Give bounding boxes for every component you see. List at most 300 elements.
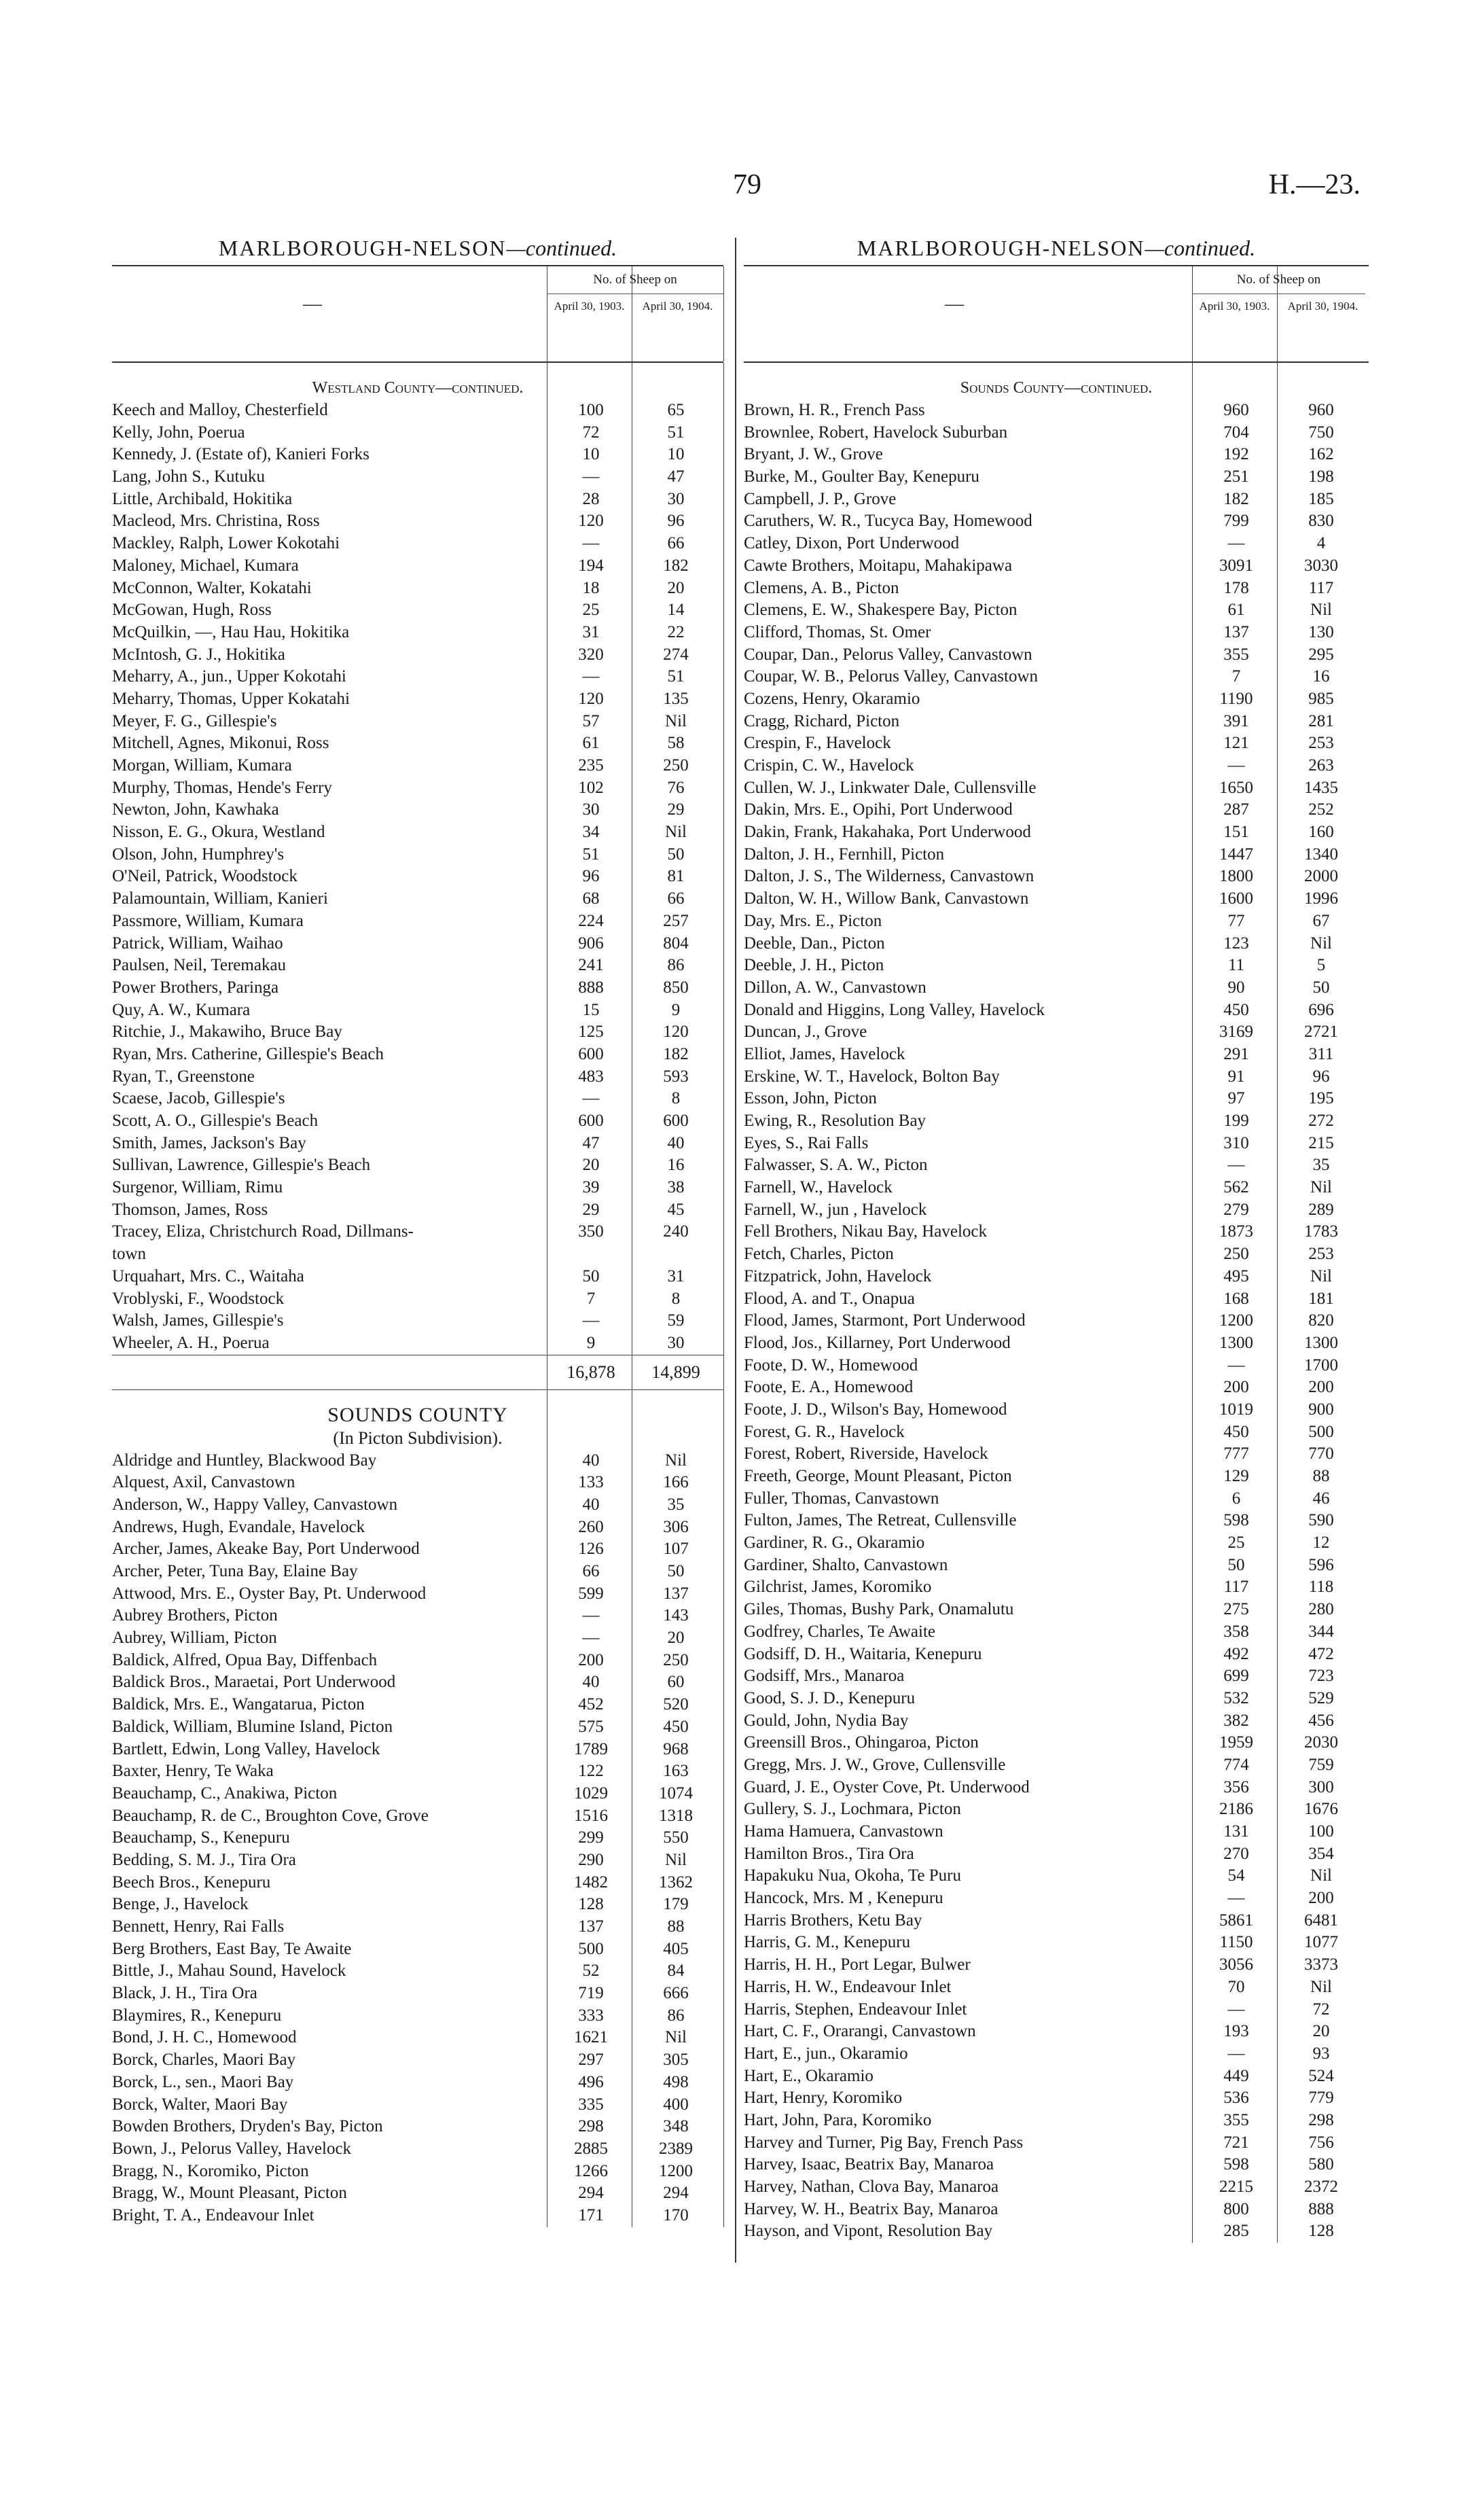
holder-name: Borck, Walter, Maori Bay	[112, 2095, 288, 2114]
sheep-1903: 294	[578, 2184, 604, 2203]
sheep-1904: 1074	[659, 1783, 693, 1803]
sheep-1903: 1789	[574, 1739, 608, 1758]
left-table-body	[112, 363, 723, 2227]
sheep-1904: 162	[1308, 445, 1334, 464]
sheep-1903: 3091	[1219, 556, 1253, 575]
sheep-1904: 16	[667, 1156, 685, 1175]
sheep-1903: 168	[1223, 1289, 1249, 1308]
sheep-1904: 344	[1308, 1622, 1334, 1641]
holder-name: Flood, A. and T., Onapua	[744, 1289, 915, 1308]
sheep-1904: 93	[1312, 2044, 1330, 2063]
holder-name: Kelly, John, Poerua	[112, 423, 245, 442]
table-row	[112, 999, 723, 1022]
holder-name: Forest, G. R., Havelock	[744, 1422, 905, 1441]
sheep-1904: 820	[1308, 1311, 1334, 1330]
sheep-1904: 252	[1308, 800, 1334, 819]
sheep-1903: 96	[582, 867, 600, 886]
sheep-1904: 14	[667, 601, 685, 620]
table-row	[744, 1555, 1369, 1577]
sheep-1904: 529	[1308, 1688, 1334, 1707]
table-row	[744, 821, 1369, 844]
sheep-1903: 54	[1227, 1866, 1245, 1885]
sheep-1903: 450	[1223, 1000, 1249, 1019]
holder-name: Guard, J. E., Oyster Cove, Pt. Underwood	[744, 1777, 1030, 1796]
table-row	[744, 1377, 1369, 1399]
holder-name: Sullivan, Lawrence, Gillespie's Beach	[112, 1156, 371, 1175]
table-row	[112, 1110, 723, 1133]
sheep-1903: 1482	[574, 1873, 608, 1892]
table-row	[112, 844, 723, 866]
table-row	[112, 1221, 723, 1243]
holder-name: Crispin, C. W., Havelock	[744, 756, 914, 775]
holder-name: Duncan, J., Grove	[744, 1023, 867, 1042]
holder-name: Esson, John, Picton	[744, 1089, 877, 1108]
holder-name: Archer, Peter, Tuna Bay, Elaine Bay	[112, 1562, 358, 1580]
holder-name: Hapakuku Nua, Okoha, Te Puru	[744, 1866, 961, 1885]
holder-name: Hart, E., jun., Okaramio	[744, 2044, 908, 2063]
sheep-1903: 1019	[1219, 1400, 1253, 1419]
sheep-1904: Nil	[1310, 1977, 1332, 1996]
holder-name: Tracey, Eliza, Christchurch Road, Dillmans-	[112, 1222, 414, 1241]
sheep-1904: 498	[663, 2072, 689, 2091]
holder-name: Beauchamp, S., Kenepuru	[112, 1828, 290, 1847]
left-header-dash: —	[303, 294, 322, 315]
sheep-1903: 117	[1223, 1578, 1249, 1597]
sheep-1903: 600	[578, 1112, 604, 1130]
table-row	[112, 1561, 723, 1583]
table-row	[744, 2154, 1369, 2176]
holder-name: Burke, M., Goulter Bay, Kenepuru	[744, 467, 979, 486]
holder-name: Greensill Bros., Ohingaroa, Picton	[744, 1733, 979, 1752]
holder-name: Fulton, James, The Retreat, Cullensville	[744, 1511, 1017, 1530]
sheep-1904: 45	[667, 1200, 685, 1219]
holder-name: Bedding, S. M. J., Tira Ora	[112, 1850, 296, 1869]
holder-name: Power Brothers, Paringa	[112, 978, 279, 997]
holder-name: Bowden Brothers, Dryden's Bay, Picton	[112, 2117, 383, 2136]
holder-name: McQuilkin, —, Hau Hau, Hokitika	[112, 622, 350, 641]
sheep-1903: 137	[1223, 622, 1249, 641]
table-row	[112, 888, 723, 910]
table-row	[744, 2110, 1369, 2132]
sheep-1904: 81	[667, 867, 685, 886]
sheep-1904: 274	[663, 645, 689, 664]
holder-name: Falwasser, S. A. W., Picton	[744, 1156, 928, 1175]
holder-name: Keech and Malloy, Chesterfield	[112, 401, 328, 419]
table-row	[744, 1821, 1369, 1843]
sheep-1904: 30	[667, 489, 685, 508]
holder-name: Catley, Dixon, Port Underwood	[744, 534, 960, 553]
sheep-1904: 250	[663, 756, 689, 775]
table-row	[744, 1576, 1369, 1599]
sheep-1904: Nil	[1310, 601, 1332, 620]
sheep-1904: 50	[1312, 978, 1330, 997]
table-row	[112, 1154, 723, 1177]
sheep-1904: 179	[663, 1895, 689, 1914]
sheep-1904: 280	[1308, 1600, 1334, 1619]
table-row	[112, 2027, 723, 2049]
holder-name: Day, Mrs. E., Picton	[744, 911, 882, 930]
sheep-1904: 520	[663, 1695, 689, 1714]
holder-name: Blaymires, R., Kenepuru	[112, 2006, 282, 2025]
sheep-1903: 391	[1223, 711, 1249, 730]
holder-name: Scaese, Jacob, Gillespie's	[112, 1089, 285, 1108]
table-row	[744, 977, 1369, 999]
table-row	[112, 1133, 723, 1155]
sheep-1903: 960	[1223, 401, 1249, 419]
sheep-1904: 596	[1308, 1555, 1334, 1574]
sheep-1904: 723	[1308, 1667, 1334, 1686]
holder-name: Newton, John, Kawhaka	[112, 800, 279, 819]
sheep-1903: 224	[578, 911, 604, 930]
sheep-1904: 305	[663, 2051, 689, 2070]
table-row	[744, 622, 1369, 644]
holder-name: O'Neil, Patrick, Woodstock	[112, 867, 298, 886]
table-row	[112, 510, 723, 533]
holder-name: Baldick, Mrs. E., Wangatarua, Picton	[112, 1695, 365, 1714]
table-row	[112, 666, 723, 688]
sounds-continued-heading: Sounds County—continued.	[960, 379, 1153, 397]
table-row	[112, 1288, 723, 1311]
holder-name: Little, Archibald, Hokitika	[112, 489, 293, 508]
sheep-1904: 257	[663, 911, 689, 930]
sheep-1904: 3030	[1304, 556, 1338, 575]
left-column-title	[112, 231, 723, 265]
sheep-1904: 51	[667, 667, 685, 686]
sheep-1903: 721	[1223, 2133, 1249, 2152]
sheep-1904: 2030	[1304, 1733, 1338, 1752]
sheep-1903: 250	[1223, 1245, 1249, 1264]
holder-name: Quy, A. W., Kumara	[112, 1000, 251, 1019]
sheep-1904: 500	[1308, 1422, 1334, 1441]
table-row	[744, 555, 1369, 578]
sheep-1904: 405	[663, 1939, 689, 1958]
sheep-1903: 90	[1227, 978, 1245, 997]
sheep-1903: 3056	[1219, 1955, 1253, 1974]
sheep-1903: 25	[1227, 1533, 1245, 1552]
holder-name: Patrick, William, Waihao	[112, 934, 283, 953]
holder-name: Godsiff, Mrs., Manaroa	[744, 1667, 905, 1686]
left-year-1903: April 30, 1903.	[554, 300, 625, 313]
sheep-1904: 200	[1308, 1378, 1334, 1397]
sheep-1903: 11	[1227, 956, 1245, 975]
sheep-1903: 61	[582, 734, 600, 753]
sheep-1903: 2885	[574, 2139, 608, 2158]
table-row	[744, 1843, 1369, 1866]
holder-name: Wheeler, A. H., Poerua	[112, 1333, 270, 1352]
table-row	[112, 1021, 723, 1044]
sheep-1904: Nil	[1310, 1866, 1332, 1885]
sheep-1904: Nil	[1310, 1266, 1332, 1285]
sheep-1903: 97	[1227, 1089, 1245, 1108]
westland-total-row	[112, 1355, 723, 1390]
table-row	[744, 844, 1369, 866]
holder-name: Coupar, Dan., Pelorus Valley, Canvastown	[744, 645, 1032, 664]
sheep-1903: 50	[582, 1266, 600, 1285]
sheep-1903: 275	[1223, 1600, 1249, 1619]
sheep-1904: 770	[1308, 1444, 1334, 1463]
holder-name: Freeth, George, Mount Pleasant, Picton	[744, 1467, 1012, 1485]
sheep-1903: 25	[582, 601, 600, 620]
sheep-1904: 10	[667, 445, 685, 464]
table-row	[744, 578, 1369, 600]
sheep-1903: 121	[1223, 734, 1249, 753]
sheep-1903: 799	[1223, 512, 1249, 531]
holder-name: Godsiff, D. H., Waitaria, Kenepuru	[744, 1644, 982, 1663]
table-row	[112, 555, 723, 578]
right-column-title	[744, 231, 1369, 265]
sheep-1904: 250	[663, 1650, 689, 1669]
table-row	[112, 599, 723, 622]
table-row	[112, 1450, 723, 1472]
sheep-1903: 61	[1227, 601, 1245, 620]
table-row	[744, 755, 1369, 777]
table-row	[744, 1754, 1369, 1777]
sheep-1903: 1650	[1219, 778, 1253, 797]
right-table-header	[744, 265, 1369, 363]
table-row	[112, 1827, 723, 1849]
sheep-1903: 9	[586, 1333, 596, 1352]
table-row	[744, 1443, 1369, 1466]
sheep-1904: 1700	[1304, 1355, 1338, 1374]
holder-name: Macleod, Mrs. Christina, Ross	[112, 512, 320, 531]
sheep-1903: 1029	[574, 1783, 608, 1803]
holder-name: Morgan, William, Kumara	[112, 756, 292, 775]
sheep-1904: 67	[1312, 911, 1330, 930]
sheep-1904: 450	[663, 1717, 689, 1736]
sheep-1903: 20	[582, 1156, 600, 1175]
sheep-1904: 804	[663, 934, 689, 953]
holder-name: Ewing, R., Resolution Bay	[744, 1112, 926, 1130]
sheep-1904: 66	[667, 534, 685, 553]
sheep-1903: 598	[1223, 1511, 1249, 1530]
holder-name: Beech Bros., Kenepuru	[112, 1873, 271, 1892]
table-row	[744, 888, 1369, 910]
sheep-1903: 320	[578, 645, 604, 664]
sheep-1904: 696	[1308, 1000, 1334, 1019]
table-row	[112, 977, 723, 999]
table-row	[744, 2065, 1369, 2088]
holder-name: Borck, L., sen., Maori Bay	[112, 2072, 294, 2091]
sheep-1903: 285	[1223, 2222, 1249, 2241]
table-row	[744, 1532, 1369, 1555]
sheep-1904: 66	[667, 889, 685, 908]
table-row	[112, 1177, 723, 1199]
sheep-1904: 8	[671, 1089, 681, 1108]
table-row	[744, 1177, 1369, 1199]
sheep-1903: 40	[582, 1673, 600, 1692]
holder-name: Harris, H. H., Port Legar, Bulwer	[744, 1955, 971, 1974]
holder-name: Attwood, Mrs. E., Oyster Bay, Pt. Underwood	[112, 1584, 427, 1603]
table-row	[112, 1310, 723, 1332]
sheep-1904: 143	[663, 1606, 689, 1625]
sheep-1904: 298	[1308, 2110, 1334, 2129]
sheep-1904: Nil	[665, 2028, 687, 2047]
holder-name: Aubrey, William, Picton	[112, 1629, 277, 1648]
sheep-1904: 263	[1308, 756, 1334, 775]
table-row	[112, 1783, 723, 1805]
sheep-1904: 1200	[659, 2161, 693, 2180]
sheep-1904: 170	[663, 2205, 689, 2224]
sheep-1903: 57	[582, 711, 600, 730]
holder-name: Nisson, E. G., Okura, Westland	[112, 823, 325, 842]
holder-name: Harris Brothers, Ketu Bay	[744, 1911, 922, 1930]
holder-name: Farnell, W., jun , Havelock	[744, 1200, 927, 1219]
holder-name: Baldick, Alfred, Opua Bay, Diffenbach	[112, 1650, 378, 1669]
table-row	[112, 444, 723, 466]
sheep-1903: 200	[578, 1650, 604, 1669]
table-row	[112, 533, 723, 555]
sheep-1904: 354	[1308, 1844, 1334, 1863]
table-row	[744, 1088, 1369, 1110]
sheep-1903: 77	[1227, 911, 1245, 930]
holder-name: Scott, A. O., Gillespie's Beach	[112, 1112, 319, 1130]
table-row	[112, 578, 723, 600]
holder-name: Hama Hamuera, Canvastown	[744, 1822, 943, 1841]
table-row	[744, 1221, 1369, 1243]
sheep-1903: 1873	[1219, 1222, 1253, 1241]
sheep-1904: 12	[1312, 1533, 1330, 1552]
holder-name: Gardiner, R. G., Okaramio	[744, 1533, 925, 1552]
table-row	[112, 955, 723, 977]
holder-name: Ritchie, J., Makawiho, Bruce Bay	[112, 1023, 342, 1042]
sheep-1904: Nil	[1310, 934, 1332, 953]
sheep-1903: 51	[582, 845, 600, 864]
holder-name: Bennett, Henry, Rai Falls	[112, 1917, 285, 1936]
table-row	[744, 533, 1369, 555]
sheep-1903: 5861	[1219, 1911, 1253, 1930]
holder-name: Ryan, Mrs. Catherine, Gillespie's Beach	[112, 1044, 384, 1063]
holder-name: Baxter, Henry, Te Waka	[112, 1762, 274, 1781]
table-row	[744, 666, 1369, 688]
table-row	[112, 1266, 723, 1288]
holder-name: Harvey, W. H., Beatrix Bay, Manaroa	[744, 2199, 998, 2218]
sheep-1903: —	[582, 667, 600, 686]
holder-name: Ryan, T., Greenstone	[112, 1067, 255, 1086]
holder-name: Bragg, W., Mount Pleasant, Picton	[112, 2184, 347, 2203]
table-row	[744, 489, 1369, 511]
sheep-1904: 311	[1308, 1044, 1334, 1063]
holder-name: Harvey, Nathan, Clova Bay, Manaroa	[744, 2178, 999, 2196]
sheep-1903: 52	[582, 1962, 600, 1981]
table-row	[112, 866, 723, 888]
westland-total-1903: 16,878	[566, 1362, 615, 1382]
sheep-1904: 600	[663, 1112, 689, 1130]
table-row	[744, 1954, 1369, 1976]
sheep-1904: 1300	[1304, 1333, 1338, 1352]
sheep-1903: 358	[1223, 1622, 1249, 1641]
sheep-1903: 719	[578, 1984, 604, 2003]
sheep-1904: 8	[671, 1289, 681, 1308]
sheep-1903: 182	[1223, 489, 1249, 508]
westland-total-1904: 14,899	[651, 1362, 700, 1382]
sheep-1904: 281	[1308, 711, 1334, 730]
table-row	[112, 821, 723, 844]
left-title-text: MARLBOROUGH-NELSON	[218, 236, 507, 260]
holder-name: Foote, E. A., Homewood	[744, 1378, 914, 1397]
sheep-1903: 40	[582, 1451, 600, 1470]
sheep-1903: 18	[582, 578, 600, 597]
holder-name: Elliot, James, Havelock	[744, 1044, 905, 1063]
sheep-1903: 15	[582, 1000, 600, 1019]
sheep-1904: 524	[1308, 2066, 1334, 2085]
sheep-1904: 118	[1308, 1578, 1334, 1597]
sheep-1904: Nil	[665, 1850, 687, 1869]
sheep-1904: 456	[1308, 1711, 1334, 1730]
right-year-1903: April 30, 1903.	[1199, 300, 1270, 313]
table-row	[744, 1488, 1369, 1510]
holder-name: Meharry, Thomas, Upper Kokatahi	[112, 689, 350, 708]
table-row	[744, 1288, 1369, 1311]
sheep-1904: 47	[667, 467, 685, 486]
table-row	[744, 799, 1369, 821]
holder-name: Walsh, James, Gillespie's	[112, 1311, 284, 1330]
holder-name: Bittle, J., Mahau Sound, Havelock	[112, 1962, 346, 1981]
table-row	[744, 1932, 1369, 1954]
sheep-1904: 16	[1312, 667, 1330, 686]
table-row	[112, 2072, 723, 2094]
sheep-1903: 131	[1223, 1822, 1249, 1841]
table-row	[744, 2087, 1369, 2110]
sheep-1904: 306	[663, 1517, 689, 1536]
sheep-1904: 960	[1308, 401, 1334, 419]
sheep-1903: 495	[1223, 1266, 1249, 1285]
sheep-1904: 1435	[1304, 778, 1338, 797]
holder-name: McConnon, Walter, Kokatahi	[112, 578, 312, 597]
table-row	[744, 400, 1369, 422]
table-row	[112, 1760, 723, 1783]
table-row	[112, 1739, 723, 1761]
sheep-1903: 194	[578, 556, 604, 575]
table-row	[112, 1472, 723, 1494]
right-year-1904: April 30, 1904.	[1287, 300, 1358, 313]
sheep-1903: 102	[578, 778, 604, 797]
sheep-1903: 382	[1223, 1711, 1249, 1730]
sheep-1903: 699	[1223, 1667, 1249, 1686]
sheep-1904: 400	[663, 2095, 689, 2114]
sheep-1904: 200	[1308, 1889, 1334, 1908]
sheep-1903: 452	[578, 1695, 604, 1714]
sheep-1903: —	[1227, 1156, 1245, 1175]
table-row	[112, 1044, 723, 1066]
table-row	[112, 1627, 723, 1650]
sheep-1904: 215	[1308, 1133, 1334, 1152]
holder-name: Kennedy, J. (Estate of), Kanieri Forks	[112, 445, 370, 464]
sheep-1903: 562	[1223, 1178, 1249, 1197]
table-row	[744, 1066, 1369, 1088]
sheep-1903: 492	[1223, 1644, 1249, 1663]
holder-name: Aubrey Brothers, Picton	[112, 1606, 278, 1625]
sheep-1903: 7	[1231, 667, 1241, 686]
sheep-1903: —	[1227, 2000, 1245, 2019]
sheep-1904: 1676	[1304, 1800, 1338, 1819]
table-row	[744, 1243, 1369, 1266]
table-row	[744, 1421, 1369, 1444]
sheep-1904: 888	[1308, 2199, 1334, 2218]
sheep-1903: 291	[1223, 1044, 1249, 1063]
sheep-1904: 88	[1312, 1467, 1330, 1485]
sheep-1903: 1447	[1219, 845, 1253, 864]
holder-name: Cragg, Richard, Picton	[744, 711, 900, 730]
table-row	[744, 1865, 1369, 1887]
holder-name: Clifford, Thomas, St. Omer	[744, 622, 931, 641]
sheep-1903: 333	[578, 2006, 604, 2025]
sheep-1904: 20	[1312, 2022, 1330, 2041]
holder-name: town	[112, 1245, 146, 1264]
holder-name: Fitzpatrick, John, Havelock	[744, 1266, 932, 1285]
sheep-1903: 1150	[1219, 1933, 1253, 1952]
table-row	[744, 2199, 1369, 2221]
table-row	[744, 644, 1369, 667]
